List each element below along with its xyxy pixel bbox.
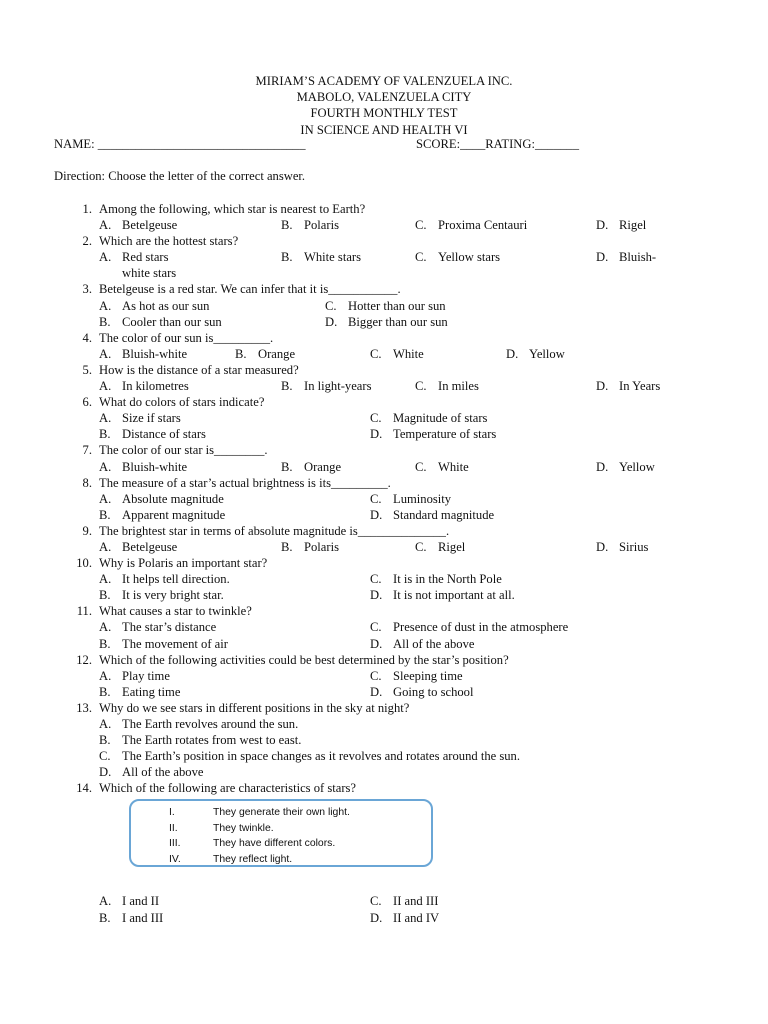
option-row xyxy=(0,346,768,362)
question-number: 10. xyxy=(76,556,92,571)
answer-option[interactable] xyxy=(99,539,177,555)
question-number: 14. xyxy=(76,781,92,796)
answer-option[interactable] xyxy=(596,459,655,475)
option-row xyxy=(0,764,768,780)
question-item xyxy=(0,233,768,281)
question-item xyxy=(0,555,768,603)
option-row xyxy=(0,636,768,652)
option-text: Polaris xyxy=(304,539,339,554)
statement-numeral: III. xyxy=(169,838,181,850)
option-text: Betelgeuse xyxy=(122,218,178,233)
option-text: Apparent magnitude xyxy=(122,507,226,522)
option-row xyxy=(0,587,768,603)
option-letter: C. xyxy=(325,298,337,313)
answer-option[interactable] xyxy=(281,539,339,555)
option-letter: A. xyxy=(99,894,112,909)
question-number: 4. xyxy=(82,330,92,345)
option-text: All of the above xyxy=(393,636,475,651)
option-row xyxy=(0,716,768,732)
option-letter: A. xyxy=(99,572,112,587)
answer-option[interactable] xyxy=(99,732,301,748)
option-letter: A. xyxy=(99,668,112,683)
question-text: Why do we see stars in different positions in the sky at night? xyxy=(99,700,410,715)
answer-option[interactable] xyxy=(370,910,439,926)
option-row xyxy=(0,684,768,700)
answer-option[interactable] xyxy=(281,459,341,475)
option-letter: D. xyxy=(596,250,609,265)
question-item xyxy=(0,362,768,394)
option-letter: D. xyxy=(370,588,383,603)
option-text: White xyxy=(393,346,424,361)
statement-text: They reflect light. xyxy=(213,853,293,865)
option-letter: B. xyxy=(281,218,293,233)
answer-option[interactable] xyxy=(415,378,479,394)
question-list xyxy=(0,201,768,926)
question-number: 8. xyxy=(82,475,92,490)
answer-option[interactable] xyxy=(99,893,159,909)
option-text: Bluish-white xyxy=(122,346,188,361)
question-line xyxy=(0,394,768,410)
option-letter: B. xyxy=(99,636,111,651)
option-row xyxy=(0,314,768,330)
question-item xyxy=(0,603,768,651)
option-letter: C. xyxy=(370,894,382,909)
option-text: Absolute magnitude xyxy=(122,491,224,506)
option-text: White xyxy=(438,459,469,474)
question-text: Among the following, which star is nearest to Earth? xyxy=(99,202,366,216)
option-letter: A. xyxy=(99,491,112,506)
option-text: In kilometres xyxy=(122,379,189,394)
option-letter: A. xyxy=(99,379,112,394)
option-letter: B. xyxy=(281,539,293,554)
question-number: 5. xyxy=(82,362,92,377)
name-field[interactable]: NAME: _________________________________ xyxy=(54,137,306,151)
option-text: Bluish-white xyxy=(122,459,188,474)
answer-option[interactable] xyxy=(99,571,230,587)
option-text: Red stars xyxy=(122,250,169,265)
answer-option[interactable] xyxy=(99,249,169,265)
answer-option[interactable] xyxy=(99,426,206,442)
direction-text: Direction: Choose the letter of the correct answer. xyxy=(54,169,306,183)
question-text: Why is Polaris an important star? xyxy=(99,556,268,571)
question-number: 13. xyxy=(76,700,92,715)
answer-option[interactable] xyxy=(596,378,660,394)
option-text: Yellow xyxy=(529,346,565,361)
option-text: Rigel xyxy=(438,539,466,554)
option-letter: D. xyxy=(370,507,383,522)
answer-option[interactable] xyxy=(99,491,224,507)
question-number: 9. xyxy=(82,523,92,538)
option-letter: B. xyxy=(99,427,111,442)
option-text: Sleeping time xyxy=(393,668,463,683)
answer-option[interactable] xyxy=(370,507,494,523)
answer-option[interactable] xyxy=(596,539,648,555)
option-text: Betelgeuse xyxy=(122,539,178,554)
option-text: II and III xyxy=(393,894,439,909)
option-text: I and III xyxy=(122,910,164,925)
option-text: Magnitude of stars xyxy=(393,411,488,426)
answer-option[interactable] xyxy=(370,668,463,684)
option-letter: D. xyxy=(99,765,112,780)
answer-option[interactable] xyxy=(99,619,216,635)
option-text: Bluish- xyxy=(619,250,657,265)
question-line xyxy=(0,652,768,668)
option-text: I and II xyxy=(122,894,160,909)
option-letter: C. xyxy=(415,250,427,265)
option-row xyxy=(0,298,768,314)
question-number: 12. xyxy=(76,652,92,667)
question-item xyxy=(0,652,768,700)
option-text: Rigel xyxy=(619,218,647,233)
option-letter: C. xyxy=(99,749,111,764)
answer-option[interactable] xyxy=(370,893,438,909)
question-item xyxy=(0,700,768,780)
option-letter: D. xyxy=(596,218,609,233)
option-text: Polaris xyxy=(304,218,339,233)
option-text: As hot as our sun xyxy=(122,298,210,313)
question-text: The brightest star in terms of absolute magnitude is______________. xyxy=(99,523,450,538)
answer-option[interactable] xyxy=(370,410,487,426)
question-line xyxy=(0,201,768,217)
statement-numeral: IV. xyxy=(169,853,181,865)
option-letter: A. xyxy=(99,411,112,426)
option-row xyxy=(0,748,768,764)
statement-box xyxy=(129,799,433,867)
answer-option[interactable] xyxy=(99,459,187,475)
option-text: It is very bright star. xyxy=(122,588,224,603)
question-line xyxy=(0,442,768,458)
option-letter: A. xyxy=(99,717,112,731)
answer-option[interactable] xyxy=(99,298,209,314)
school-name: MIRIAM’S ACADEMY OF VALENZUELA INC. xyxy=(255,74,513,88)
question-text: The color of our sun is_________. xyxy=(99,330,274,345)
option-row xyxy=(0,893,768,909)
option-letter: C. xyxy=(370,346,382,361)
answer-option[interactable] xyxy=(99,764,203,780)
option-letter: C. xyxy=(415,379,427,394)
option-letter: C. xyxy=(370,620,382,635)
option-letter: D. xyxy=(370,910,383,925)
option-letter: A. xyxy=(99,539,112,554)
answer-option[interactable] xyxy=(325,298,446,314)
question-line xyxy=(0,281,768,297)
question-item xyxy=(0,523,768,555)
question-item xyxy=(0,394,768,442)
answer-option[interactable] xyxy=(596,249,656,265)
option-row xyxy=(0,619,768,635)
option-row xyxy=(0,491,768,507)
answer-option[interactable] xyxy=(370,426,496,442)
question-line xyxy=(0,700,768,716)
option-row xyxy=(0,732,768,748)
option-text: Going to school xyxy=(393,684,474,699)
question-item xyxy=(0,201,768,233)
student-info xyxy=(54,137,654,153)
answer-option[interactable] xyxy=(99,346,187,362)
answer-option[interactable] xyxy=(370,571,502,587)
option-text: Cooler than our sun xyxy=(122,314,222,329)
option-letter: A. xyxy=(99,346,112,361)
option-text: It is not important at all. xyxy=(393,588,515,603)
option-text: It helps tell direction. xyxy=(122,572,230,587)
option-letter: D. xyxy=(596,539,609,554)
option-text: The Earth rotates from west to east. xyxy=(122,733,302,748)
answer-option[interactable] xyxy=(99,748,520,764)
option-text: Yellow stars xyxy=(438,250,501,265)
option-text: In Years xyxy=(619,379,661,394)
option-letter: B. xyxy=(99,910,111,925)
option-letter: C. xyxy=(370,491,382,506)
option-letter: B. xyxy=(99,314,111,329)
answer-option[interactable] xyxy=(99,314,222,330)
option-letter: C. xyxy=(415,459,427,474)
school-location: MABOLO, VALENZUELA CITY xyxy=(296,90,472,105)
option-letter: B. xyxy=(99,684,111,699)
option-letter: D. xyxy=(370,684,383,699)
option-letter: A. xyxy=(99,459,112,474)
question-number: 6. xyxy=(82,395,92,410)
question-item xyxy=(0,281,768,329)
answer-option[interactable] xyxy=(415,249,500,265)
option-letter: B. xyxy=(281,459,293,474)
option-text: Temperature of stars xyxy=(393,427,497,442)
option-row xyxy=(0,668,768,684)
question-text: What do colors of stars indicate? xyxy=(99,395,265,410)
statement-text: They generate their own light. xyxy=(213,807,350,819)
answer-option[interactable] xyxy=(99,507,225,523)
option-text: The star’s distance xyxy=(122,620,217,635)
answer-option[interactable] xyxy=(281,378,372,394)
statement-numeral: I. xyxy=(169,807,175,819)
option-letter: B. xyxy=(281,250,293,265)
question-number: 2. xyxy=(82,234,92,249)
question-line xyxy=(0,362,768,378)
option-text: Orange xyxy=(258,346,296,361)
option-letter: C. xyxy=(415,539,427,554)
answer-option[interactable] xyxy=(99,910,163,926)
option-letter: A. xyxy=(99,620,112,635)
option-text-continued: white stars xyxy=(122,266,177,281)
option-letter: D. xyxy=(596,379,609,394)
option-text: The movement of air xyxy=(122,636,228,651)
question-text: Which are the hottest stars? xyxy=(99,234,239,249)
option-row xyxy=(0,217,768,233)
option-letter: B. xyxy=(281,379,293,394)
question-line xyxy=(0,330,768,346)
option-text: Standard magnitude xyxy=(393,507,495,522)
option-text: In light-years xyxy=(304,379,372,394)
option-letter: C. xyxy=(370,572,382,587)
question-line xyxy=(0,780,768,796)
option-row xyxy=(0,571,768,587)
question-item xyxy=(0,330,768,362)
option-text: Luminosity xyxy=(393,491,452,506)
statement-numeral: II. xyxy=(169,822,178,834)
question-item xyxy=(0,442,768,474)
subject-title: IN SCIENCE AND HEALTH VI xyxy=(300,122,468,137)
question-text: Which of the following are characteristics of stars? xyxy=(99,781,357,796)
option-row xyxy=(0,249,768,265)
option-text: Distance of stars xyxy=(122,427,206,442)
option-row xyxy=(0,410,768,426)
option-text: The Earth’s position in space changes as it revolves and rotates around the sun. xyxy=(122,749,520,764)
option-letter: B. xyxy=(99,507,111,522)
option-text: It is in the North Pole xyxy=(393,572,502,587)
question-text: Betelgeuse is a red star. We can infer that it is___________. xyxy=(99,282,401,297)
question-number: 11. xyxy=(76,604,92,619)
option-row xyxy=(0,426,768,442)
answer-option[interactable] xyxy=(281,217,339,233)
question-line xyxy=(0,475,768,491)
option-row xyxy=(0,378,768,394)
answer-option[interactable] xyxy=(235,346,295,362)
option-text: Size if stars xyxy=(122,411,181,426)
answer-option[interactable] xyxy=(99,668,170,684)
question-number: 3. xyxy=(82,282,92,297)
option-text: Presence of dust in the atmosphere xyxy=(393,620,569,635)
answer-option[interactable] xyxy=(99,587,224,603)
option-text: Orange xyxy=(304,459,342,474)
option-text: Proxima Centauri xyxy=(438,218,528,233)
option-row xyxy=(0,459,768,475)
option-letter: D. xyxy=(325,314,338,329)
question-item xyxy=(0,475,768,523)
answer-option[interactable] xyxy=(99,410,181,426)
question-text: The measure of a star’s actual brightness is its_________. xyxy=(99,475,391,490)
option-letter: A. xyxy=(99,250,112,265)
statement-text: They twinkle. xyxy=(213,822,274,834)
answer-option[interactable] xyxy=(415,459,469,475)
question-number: 1. xyxy=(82,202,92,216)
answer-option[interactable] xyxy=(415,539,465,555)
answer-option[interactable] xyxy=(281,249,361,265)
spacer xyxy=(0,867,768,893)
test-title: FOURTH MONTHLY TEST xyxy=(310,106,458,121)
option-letter: B. xyxy=(235,346,247,361)
answer-option[interactable] xyxy=(370,636,474,652)
answer-option[interactable] xyxy=(415,217,527,233)
option-letter: D. xyxy=(370,427,383,442)
option-text: In miles xyxy=(438,379,479,394)
question-text: Which of the following activities could be best determined by the star’s position? xyxy=(99,652,509,667)
score-rating-field[interactable]: SCORE:____RATING:_______ xyxy=(416,137,580,151)
answer-option[interactable] xyxy=(596,217,646,233)
option-letter: D. xyxy=(370,636,383,651)
option-letter: B. xyxy=(99,588,111,603)
question-item xyxy=(0,780,768,925)
answer-option[interactable] xyxy=(99,684,180,700)
option-row xyxy=(0,539,768,555)
option-text: Sirius xyxy=(619,539,649,554)
option-row xyxy=(0,507,768,523)
question-line xyxy=(0,523,768,539)
question-text: How is the distance of a star measured? xyxy=(99,362,299,377)
question-line xyxy=(0,555,768,571)
answer-option[interactable] xyxy=(99,217,177,233)
option-letter: A. xyxy=(99,218,112,233)
option-letter: C. xyxy=(370,411,382,426)
option-text: Bigger than our sun xyxy=(348,314,448,329)
answer-option[interactable] xyxy=(370,346,424,362)
question-text: The color of our star is________. xyxy=(99,443,268,458)
option-text: II and IV xyxy=(393,910,440,925)
option-letter: A. xyxy=(99,298,112,313)
statement-text: They have different colors. xyxy=(213,838,336,850)
option-text: Eating time xyxy=(122,684,181,699)
option-text: All of the above xyxy=(122,765,204,780)
option-letter: C. xyxy=(415,218,427,233)
answer-option[interactable] xyxy=(370,684,473,700)
option-letter: C. xyxy=(370,668,382,683)
answer-option[interactable] xyxy=(99,716,298,732)
question-number: 7. xyxy=(82,443,92,458)
answer-option[interactable] xyxy=(370,491,451,507)
answer-option[interactable] xyxy=(99,378,189,394)
option-text: Play time xyxy=(122,668,170,683)
option-text: White stars xyxy=(304,250,362,265)
option-letter: B. xyxy=(99,733,111,748)
option-text: Yellow xyxy=(619,459,655,474)
option-letter: D. xyxy=(596,459,609,474)
option-text: Hotter than our sun xyxy=(348,298,446,313)
option-row xyxy=(0,910,768,926)
answer-option[interactable] xyxy=(99,636,228,652)
exam-header xyxy=(0,73,768,138)
answer-option[interactable] xyxy=(370,619,568,635)
answer-option[interactable] xyxy=(370,587,515,603)
question-line xyxy=(0,233,768,249)
answer-option[interactable] xyxy=(325,314,448,330)
option-letter: D. xyxy=(506,346,519,361)
option-text: The Earth revolves around the sun. xyxy=(122,717,299,731)
option-continuation xyxy=(0,265,768,281)
answer-option[interactable] xyxy=(506,346,565,362)
question-line xyxy=(0,603,768,619)
question-text: What causes a star to twinkle? xyxy=(99,604,252,619)
